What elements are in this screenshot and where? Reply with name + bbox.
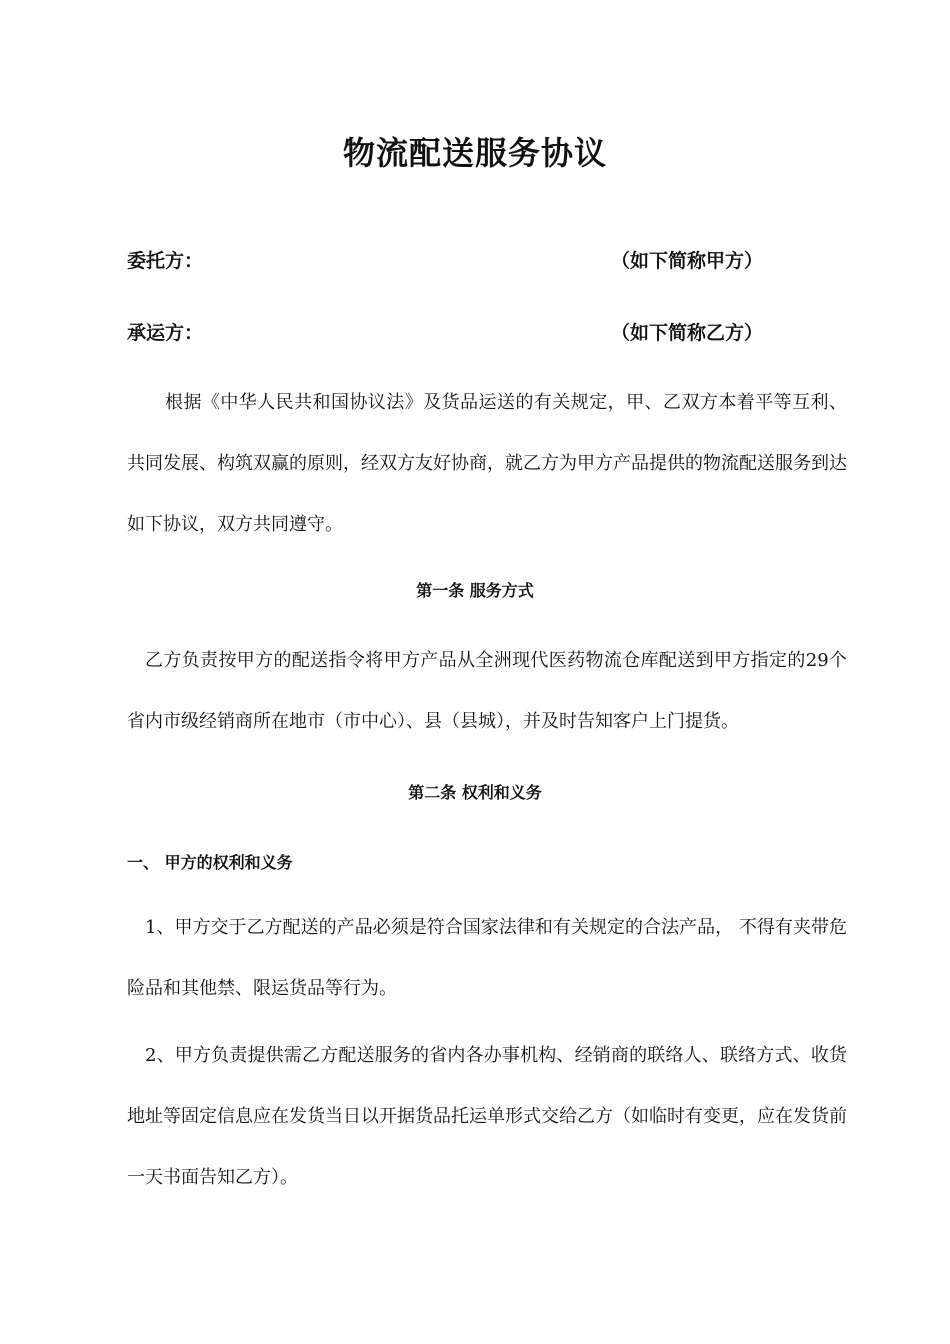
article1-body: 乙方负责按甲方的配送指令将甲方产品从全洲现代医药物流仓库配送到甲方指定的29个省内市级经销商所在地市（市中心）、县（县城），并及时告知客户上门提货。 — [127, 650, 847, 732]
client-alias: （如下简称甲方） — [611, 250, 764, 272]
article1-heading: 第一条 服务方式 — [416, 581, 534, 600]
preamble-paragraph: 根据《中华人民共和国协议法》及货品运送的有关规定，甲、乙双方本着平等互利、共同发展、构筑双赢的原则，经双方友好协商，就乙方为甲方产品提供的物流配送服务到达如下协议，双方共同遵守。 — [127, 392, 847, 535]
article2-heading: 第二条 权利和义务 — [408, 783, 542, 802]
section1-heading: 一、 甲方的权利和义务 — [127, 853, 293, 872]
article2-item2: 2、甲方负责提供需乙方配送服务的省内各办事机构、经销商的联络人、联络方式、收货地址等固定信息应在发货当日以开据货品托运单形式交给乙方（如临时有变更，应在发货前一天书面告知乙方）。 — [127, 1045, 847, 1188]
document-title: 物流配送服务协议 — [342, 134, 607, 172]
carrier-alias: （如下简称乙方） — [611, 322, 764, 344]
carrier-label: 承运方： — [127, 322, 204, 344]
article2-item1: 1、甲方交于乙方配送的产品必须是符合国家法律和有关规定的合法产品， 不得有夹带危险品和其他禁、限运货品等行为。 — [127, 917, 847, 999]
client-label: 委托方： — [127, 250, 204, 272]
